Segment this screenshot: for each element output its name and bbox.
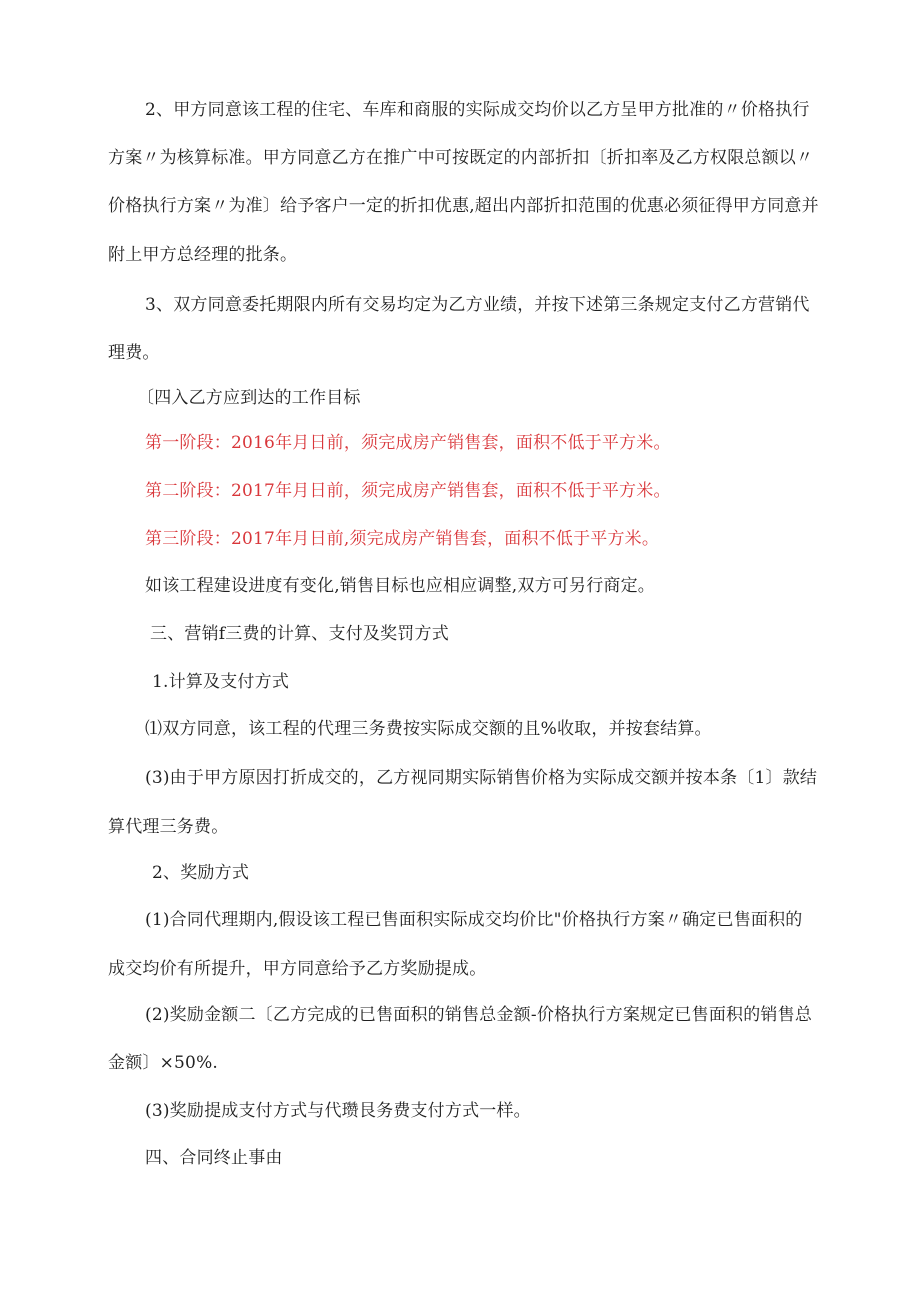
reward-1-line-2: 成交均价有所提升，甲方同意给予乙方奖励提成。	[108, 959, 487, 979]
stage-1-target: 第一阶段：2016年月日前，须完成房产销售套，面积不低于平方米。	[145, 433, 671, 453]
reward-3: (3)奖励提成支付方式与代瓒艮务费支付方式一样。	[145, 1101, 531, 1121]
clause-3-line-2: 算代理三务费。	[108, 817, 229, 837]
subsection-2-heading: 2、奖励方式	[152, 863, 250, 883]
paragraph-2-line-2: 方案〃为核算标准。甲方同意乙方在推广中可按既定的内部折扣〔折扣率及乙方权限总额以〃	[108, 148, 814, 168]
clause-1: ⑴双方同意，该工程的代理三务费按实际成交额的且%收取，并按套结算。	[145, 719, 712, 739]
paragraph-2-line-1: 2、甲方同意该工程的住宅、车库和商服的实际成交均价以乙方呈甲方批准的〃价格执行	[145, 100, 810, 120]
stage-2-target: 第二阶段：2017年月日前，须完成房产销售套，面积不低于平方米。	[145, 481, 671, 501]
section-4-heading: 〔四入乙方应到达的工作目标	[137, 388, 361, 408]
section-4b-heading: 四、合同终止事由	[145, 1148, 283, 1168]
adjustment-note: 如该工程建设进度有变化,销售目标也应相应调整,双方可另行商定。	[145, 576, 656, 596]
reward-1-line-1: (1)合同代理期内,假设该工程已售面积实际成交均价比"价格执行方案〃确定已售面积的	[145, 910, 803, 930]
subsection-1-heading: 1.计算及支付方式	[152, 672, 290, 692]
stage-3-target: 第三阶段：2017年月日前,须完成房产销售套，面积不低于平方米。	[145, 529, 660, 549]
paragraph-3-line-2: 理费。	[108, 343, 160, 363]
paragraph-2-line-4: 附上甲方总经理的批条。	[108, 245, 298, 265]
section-3-heading: 三、营销f三费的计算、支付及奖罚方式	[150, 624, 449, 644]
paragraph-3-line-1: 3、双方同意委托期限内所有交易均定为乙方业绩，并按下述第三条规定支付乙方营销代	[145, 295, 810, 315]
paragraph-2-line-3: 价格执行方案〃为准〕给予客户一定的折扣优惠,超出内部折扣范围的优惠必须征得甲方同意并	[108, 196, 819, 216]
clause-3-line-1: (3)由于甲方原因打折成交的，乙方视同期实际销售价格为实际成交额并按本条〔1〕款结	[145, 768, 818, 788]
reward-2-line-1: (2)奖励金额二〔乙方完成的已售面积的销售总金额-价格执行方案规定已售面积的销售总	[145, 1005, 813, 1025]
reward-2-line-2: 金额〕×50%.	[108, 1053, 219, 1073]
